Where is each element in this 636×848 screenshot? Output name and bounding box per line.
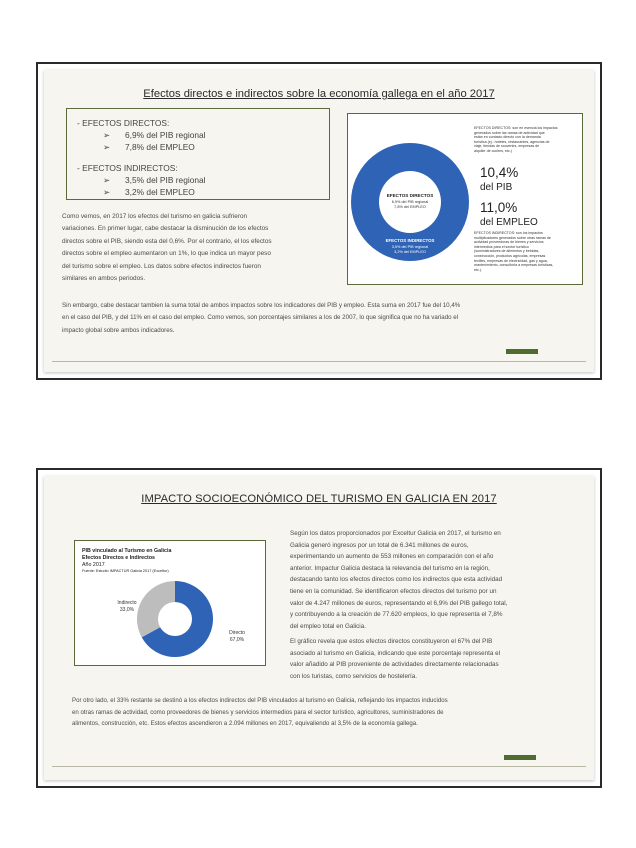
- pie-value-indirecto: 33,0%: [119, 607, 135, 613]
- footer-accent-bar: [504, 755, 536, 760]
- total-pib-label: del PIB: [480, 182, 513, 193]
- footer-line: [52, 766, 586, 767]
- directos-heading: - EFECTOS DIRECTOS:: [77, 118, 170, 128]
- slide-impact: [36, 468, 602, 788]
- effects-donut: [350, 122, 474, 282]
- effects-summary-box: [66, 108, 330, 200]
- directos-definition: EFECTOS DIRECTOS: son en esencia los impactos generados sobre las ramas de actividad que están en contacto directo con la demanda turística (ej.: hoteles, restaurantes, agencias de viaje, tiendas de souvenirs, empresas de alquiler de coches, etc.): [474, 126, 558, 153]
- ring-line: 3,5% del PIB regional: [391, 245, 429, 249]
- slide-effects-title: Efectos directos e indirectos sobre la economía gallega en el año 2017: [143, 88, 495, 100]
- footer-accent-bar: [506, 349, 538, 354]
- slide-impact-panel: [44, 476, 594, 780]
- indirectos-heading: - EFECTOS INDIRECTOS:: [77, 163, 178, 173]
- indirectos-item: ➢ 3,2% del EMPLEO: [103, 187, 195, 197]
- pie-value-directo: 67,0%: [229, 637, 245, 643]
- center-line: 6,9% del PIB regional: [391, 200, 429, 204]
- indirectos-definition: EFECTOS INDIRECTOS: son los impactos multiplicadores generados sobre otras ramas de actividad proveedoras de bienes y servicios intermedios para el sector turístico (suministradores de alimentos y bebidas, construcción, productos agrícolas, empresas textiles, empresas de electricidad, gas y agua, mantenimiento, consultoría a empresas turísticas, etc.).: [474, 231, 554, 272]
- arrow-bullet-icon: ➢: [103, 130, 111, 140]
- arrow-bullet-icon: ➢: [103, 187, 111, 197]
- arrow-bullet-icon: ➢: [103, 142, 111, 152]
- indirectos-item: ➢ 3,5% del PIB regional: [103, 175, 206, 185]
- arrow-bullet-icon: ➢: [103, 175, 111, 185]
- pie-label-directo: Directo: [229, 630, 245, 636]
- slide-effects-panel: [44, 70, 594, 372]
- impact-paragraph-3: Por otro lado, el 33% restante se destinó a los efectos indirectos del PIB vinculados al turismo en Galicia, reflejando los impactos inducidos en otras ramas de actividad, como proveedores de bienes y servicios intermedios para el sector turístico, agricultores, suministradores de alimentos, construcción, etc. Estos efectos ascendieron a 2.094 millones en 2017, equivaliendo al 3,5% de la economía gallega.: [72, 697, 448, 728]
- chart-source: Fuente: Estudio IMPACTUR Galicia 2017 (Exceltur): [82, 569, 169, 573]
- chart-title: PIB vinculado al Turismo en Galicia: [82, 548, 172, 554]
- total-empleo-label: del EMPLEO: [480, 217, 538, 228]
- pie-hole: [158, 602, 192, 636]
- directos-item: ➢ 7,8% del EMPLEO: [103, 142, 195, 152]
- footer-line: [52, 361, 586, 362]
- slide-effects: [36, 62, 602, 380]
- effects-paragraph-1: Como vemos, en 2017 los efectos del turismo en galicia sufrieron variaciones. En primer lugar, cabe destacar la disminución de los efectos directos sobre el PIB, siendo esta del 0,6%. Por el contrario, el los efectos directos sobre el empleo aumentaron un 1%, lo que indica un mayor peso del turismo sobre el empleo. Los datos sobre efectos indirectos fueron similares en ambos periodos.: [62, 213, 272, 283]
- impact-paragraph-2: El gráfico revela que estos efectos directos constituyeron el 67% del PIB asociado al turismo en Galicia, indicando que este porcentaje representa el valor añadido al PIB proveniente de actividades directamente relacionadas con los turistas, como servicios de hostelería.: [290, 638, 501, 680]
- center-line: 7,8% del EMPLEO: [394, 205, 426, 209]
- impact-paragraph-1: Según los datos proporcionados por Exceltur Galicia en 2017, el turismo en Galicia generó ingresos por un total de 6.341 millones de euros, experimentando un aumento de 553 millones en comparación con el año anterior. Impactur Galicia destaca la relevancia del turismo en la región, destacando tanto los efectos directos como los indirectos que esta actividad tiene en la comunidad. Se identificaron efectos directos del turismo por un valor de 4.247 millones de euros, representando el 6,9% del PIB gallego total, y contribuyendo a la creación de 77.620 empleos, lo que representa el 7,8% del empleo total en Galicia.: [290, 530, 508, 630]
- pib-pie: [75, 575, 265, 665]
- pie-label-indirecto: Indirecto: [117, 600, 137, 606]
- ring-title: EFECTOS INDIRECTOS: [385, 238, 435, 243]
- total-pib-value: 10,4%: [480, 165, 519, 180]
- pib-chart: [74, 540, 266, 666]
- chart-year: Año 2017: [82, 562, 105, 568]
- total-empleo-value: 11,0%: [480, 200, 518, 215]
- effects-paragraph-2: Sin embargo, cabe destacar tambien la suma total de ambos impactos sobre los indicadores del PIB y empleo. Esta suma en 2017 fue del 10,4% en el caso del PIB, y del 11% en el caso del empleo. Como vemos, son porcentajes similares a los de 2007, lo que significa que no ha variado el impacto global sobre ambos indicadores.: [62, 302, 461, 334]
- ring-line: 3,2% del EMPLEO: [394, 250, 426, 254]
- chart-subtitle: Efectos Directos e Indirectos: [82, 555, 156, 561]
- slide-impact-title: IMPACTO SOCIOECONÓMICO DEL TURISMO EN GALICIA EN 2017: [141, 493, 497, 505]
- center-title: EFECTOS DIRECTOS: [386, 193, 434, 198]
- effects-figure: [347, 113, 583, 285]
- directos-item: ➢ 6,9% del PIB regional: [103, 130, 206, 140]
